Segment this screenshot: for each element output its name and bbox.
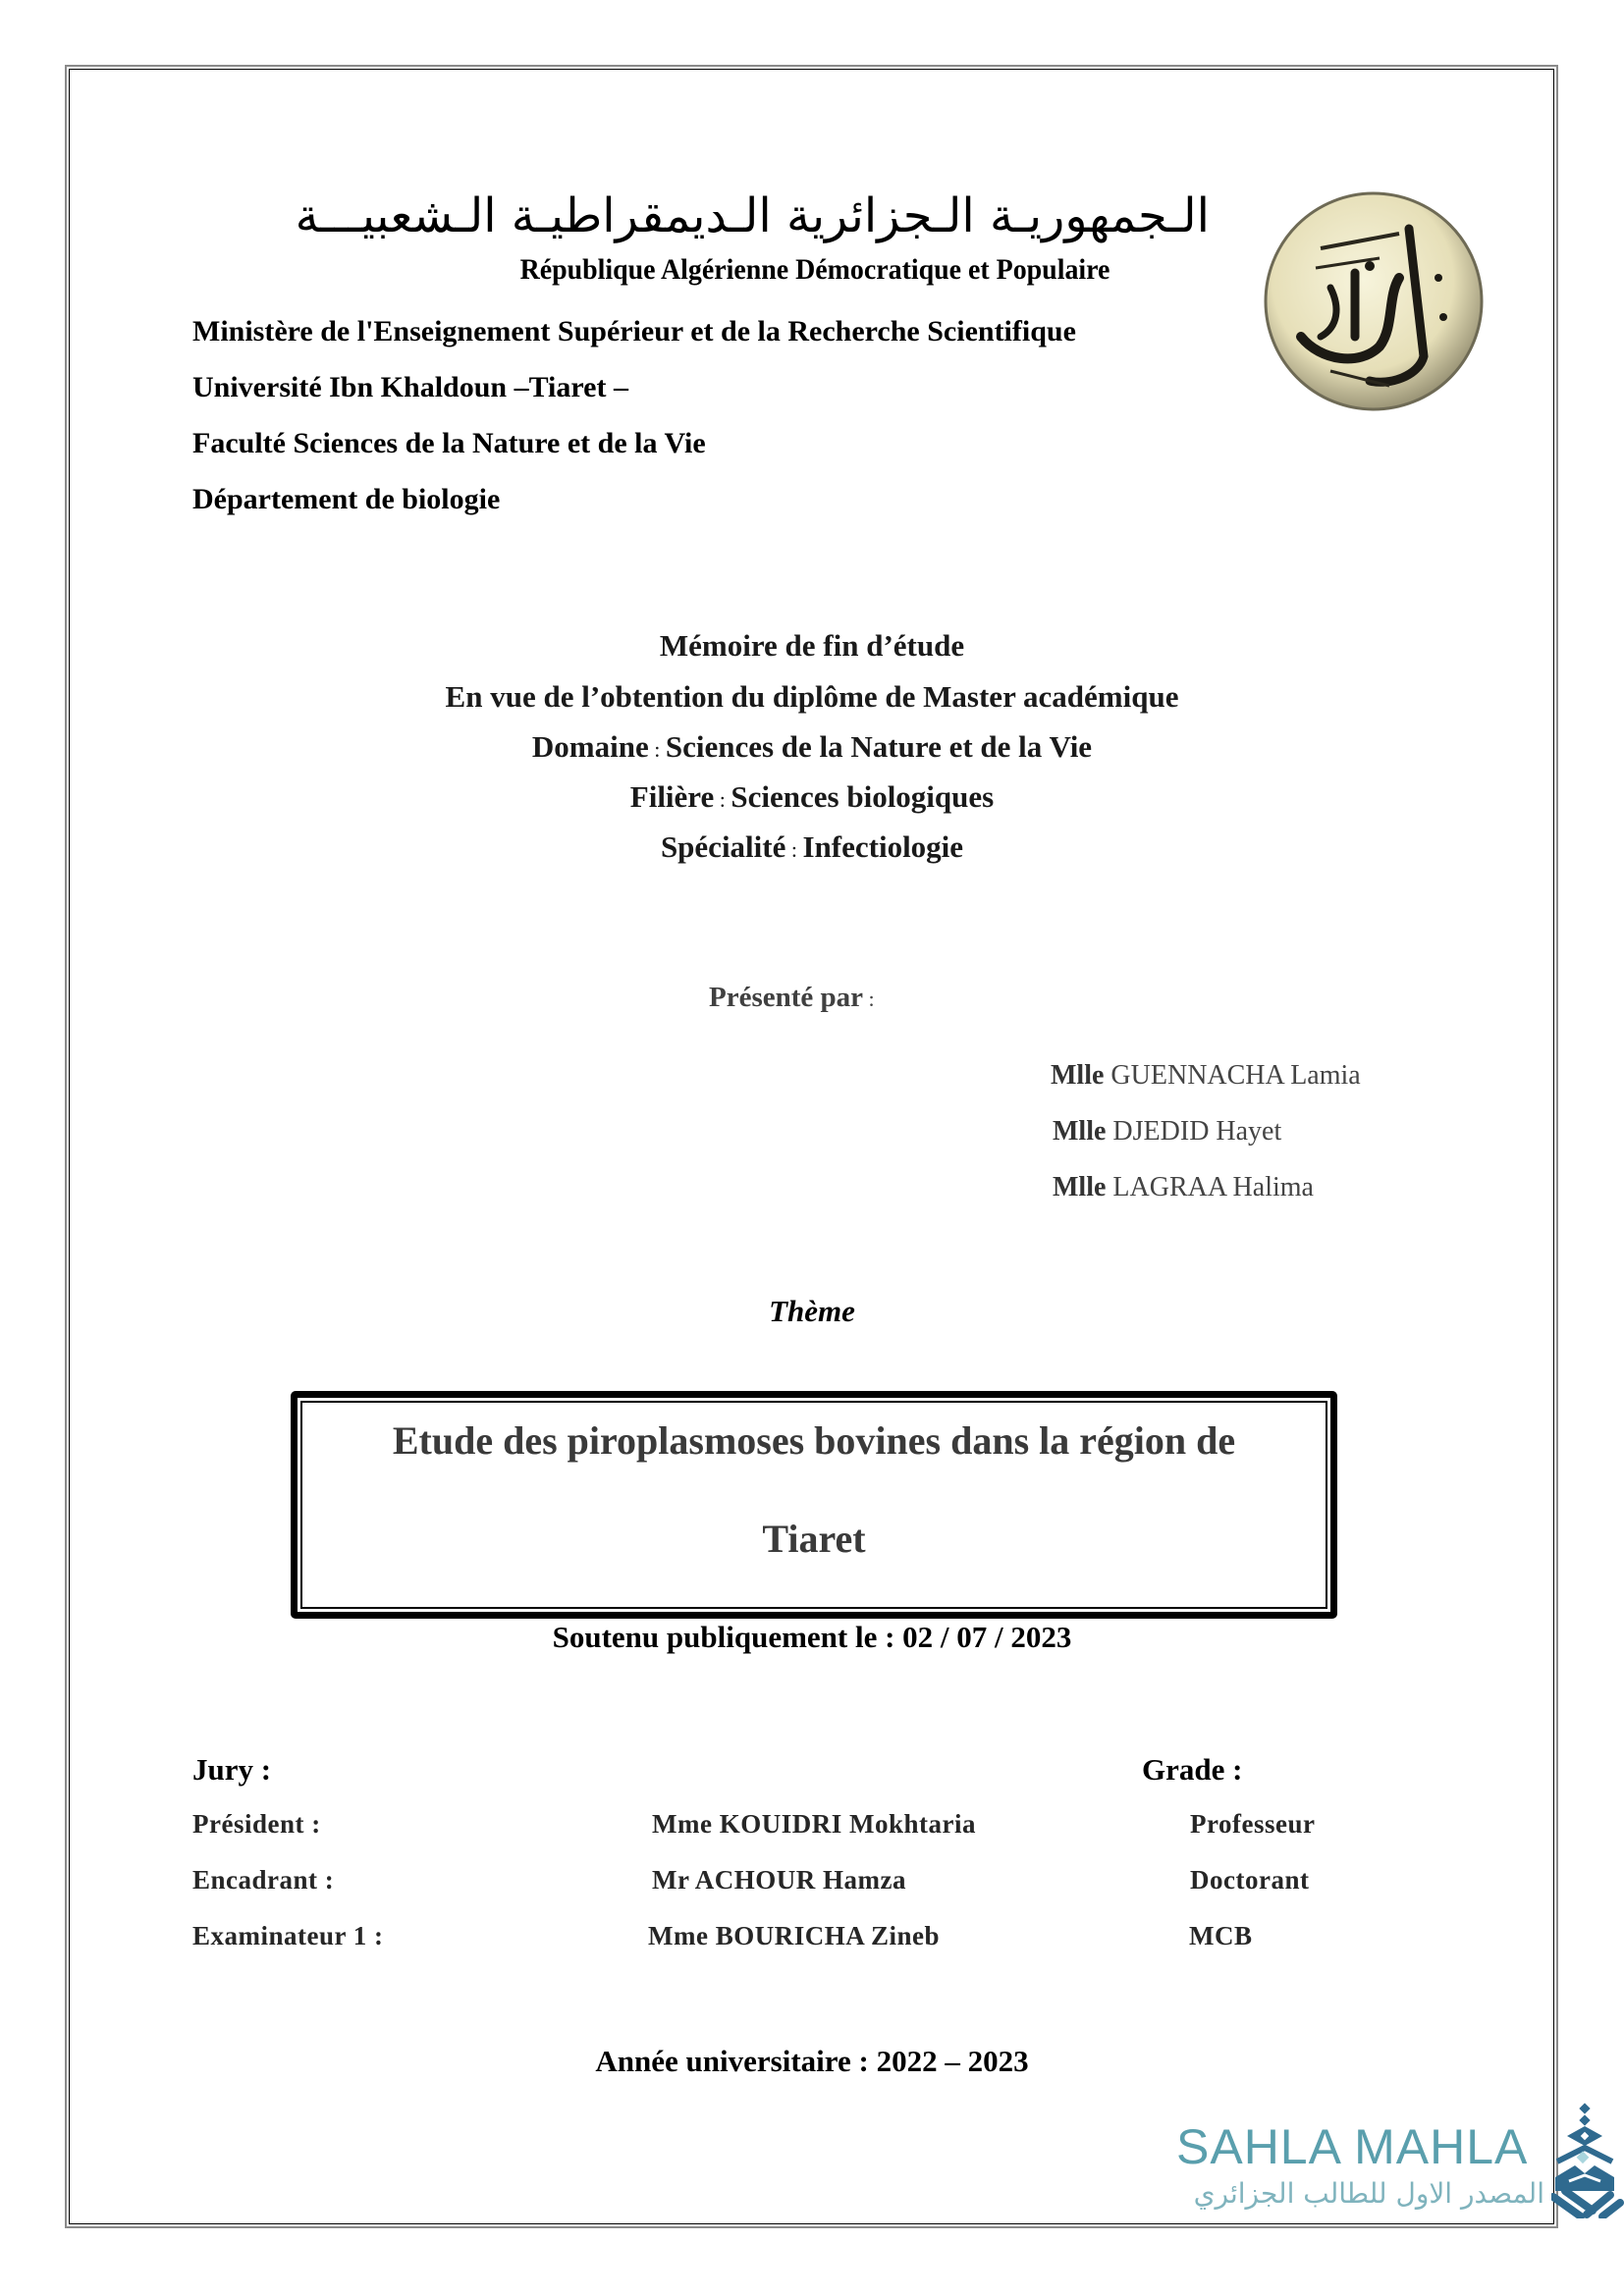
filiere-line — [0, 779, 1624, 815]
sahla-mahla-logo-icon — [1551, 2101, 1624, 2218]
filiere-value: Sciences biologiques — [731, 779, 995, 814]
watermark-tagline: المصدر الاول للطالب الجزائري — [1193, 2177, 1544, 2210]
diploma-line: En vue de l’obtention du diplôme de Master académique — [445, 679, 1179, 714]
student-title: Mlle — [1051, 1060, 1105, 1091]
student-title: Mlle — [1053, 1172, 1107, 1202]
theme-title-line-1: Etude des piroplasmoses bovines dans la région de — [392, 1418, 1236, 1463]
jury-role: Examinateur 1 : — [192, 1921, 384, 1950]
faculty-line: Faculté Sciences de la Nature et de la Vie — [192, 427, 706, 459]
republic-title: République Algérienne Démocratique et Populaire — [519, 253, 1110, 286]
university-line: Université Ibn Khaldoun –Tiaret – — [192, 371, 628, 403]
grade-header: Grade : — [1142, 1752, 1243, 1787]
theme-box — [291, 1391, 1337, 1619]
jury-name: Mme KOUIDRI Mokhtaria — [652, 1809, 976, 1839]
jury-role: Encadrant : — [192, 1865, 335, 1895]
student-name: LAGRAA Halima — [1112, 1172, 1314, 1202]
memoire-line: Mémoire de fin d’étude — [659, 628, 965, 663]
student-2 — [1053, 1116, 1281, 1148]
jury-role: Président : — [192, 1809, 321, 1839]
specialite-line — [0, 829, 1624, 865]
watermark-brand: SAHLA MAHLA — [1176, 2119, 1529, 2174]
specialite-label: Spécialité — [660, 829, 786, 864]
jury-name: Mr ACHOUR Hamza — [652, 1865, 906, 1895]
jury-grade: MCB — [1189, 1921, 1253, 1950]
specialite-separator: : — [785, 837, 803, 862]
arabic-republic-title: الـجمهوريـة الـجزائرية الـديمقراطيـة الـشعبيـــة — [295, 188, 1210, 243]
presented-by-separator: : — [863, 987, 875, 1011]
student-name: DJEDID Hayet — [1112, 1116, 1282, 1147]
jury-grade: Professeur — [1190, 1809, 1316, 1839]
domain-label: Domaine — [531, 729, 649, 764]
defense-date: Soutenu publiquement le : 02 / 07 / 2023 — [552, 1620, 1072, 1654]
student-1 — [1051, 1060, 1361, 1092]
student-title: Mlle — [1053, 1116, 1107, 1147]
theme-title-line-2: Tiaret — [762, 1517, 866, 1561]
specialite-value: Infectiologie — [802, 829, 964, 864]
presented-by-label — [709, 982, 875, 1014]
jury-grade: Doctorant — [1190, 1865, 1310, 1895]
department-line: Département de biologie — [192, 483, 501, 515]
domain-line — [0, 729, 1624, 765]
filiere-separator: : — [714, 787, 731, 812]
student-name: GUENNACHA Lamia — [1110, 1060, 1361, 1091]
student-3 — [1053, 1172, 1314, 1203]
domain-separator: : — [648, 737, 666, 762]
jury-name: Mme BOURICHA Zineb — [648, 1921, 941, 1950]
filiere-label: Filière — [629, 779, 715, 814]
presented-by-text: Présenté par — [709, 982, 864, 1013]
domain-value: Sciences de la Nature et de la Vie — [665, 729, 1093, 764]
jury-header: Jury : — [192, 1752, 272, 1787]
ministry-line: Ministère de l'Enseignement Supérieur et de la Recherche Scientifique — [192, 315, 1076, 347]
theme-label: Thème — [769, 1294, 855, 1328]
academic-year: Année universitaire : 2022 – 2023 — [595, 2044, 1029, 2078]
university-seal-icon — [1262, 189, 1486, 413]
